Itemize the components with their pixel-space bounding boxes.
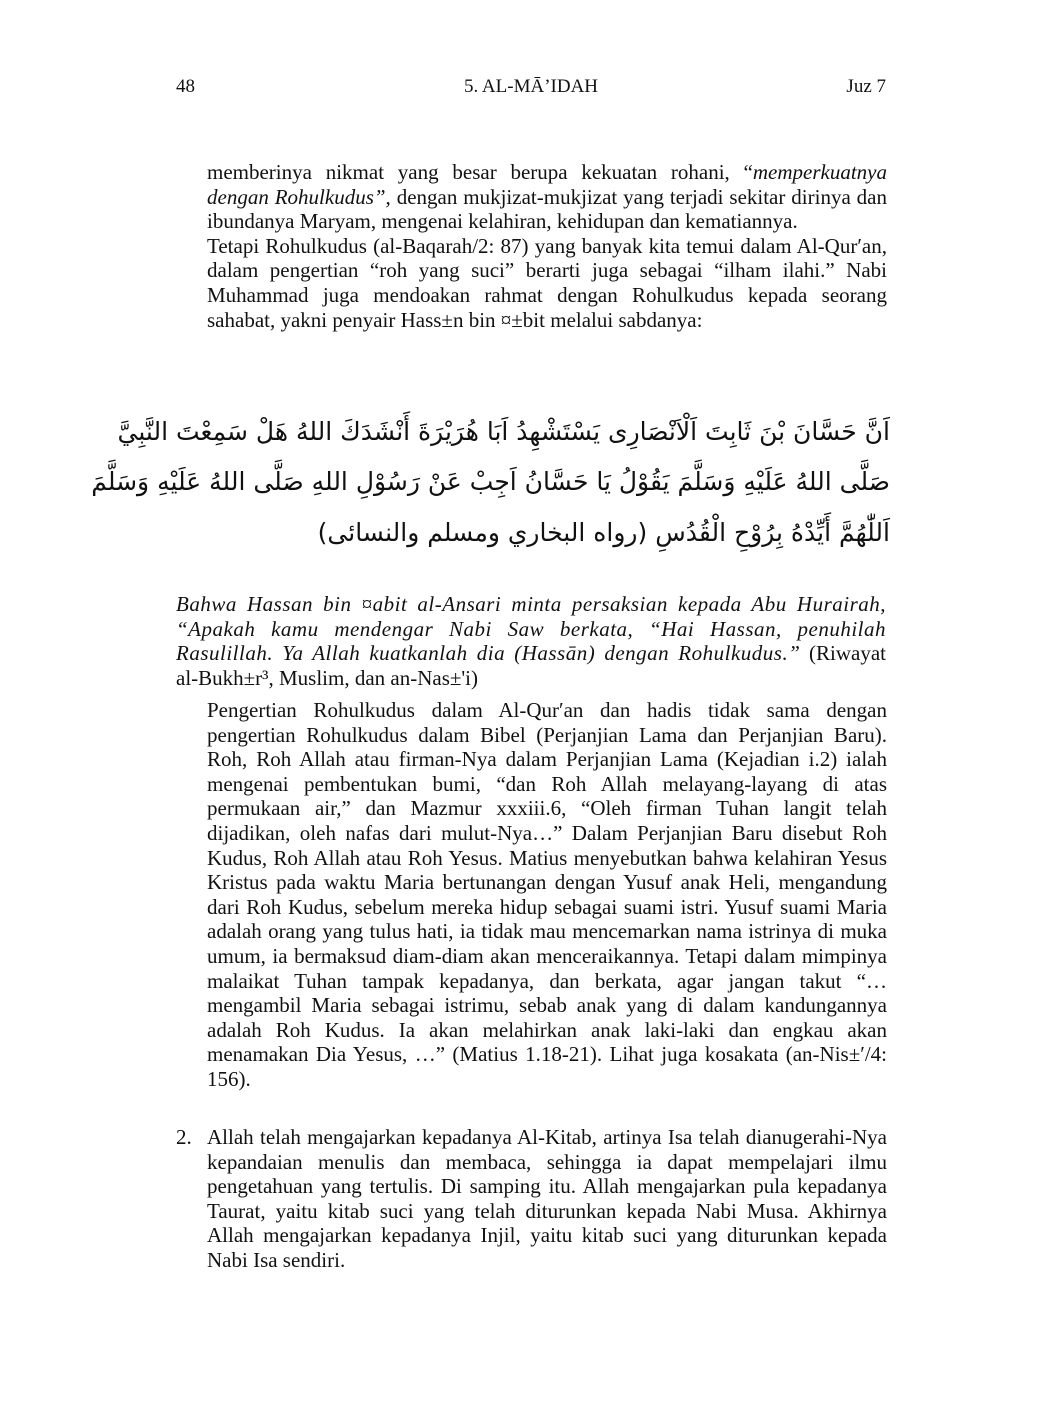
page-number: 48 — [176, 76, 195, 97]
paragraph-bibel: Pengertian Rohulkudus dalam Al-Qur′an dan hadis tidak sama dengan pengertian Rohulkudus dalam Bibel (Perjanjian Lama dan Perjanjian Baru). Roh, Roh Allah atau firman-Nya dalam Perjanjian Lama (Kejadian i.2) ialah mengenai pembentukan bumi, “dan Roh Allah melayang-layang di atas permukaan air,” dan Mazmur xxxiii.6, “Oleh firman Tuhan langit telah dijadikan, oleh nafas dari mulut-Nya…” Dalam Perjanjian Baru disebut Roh Kudus, Roh Allah atau Roh Yesus. Matius menyebutkan bahwa kelahiran Yesus Kristus pada waktu Maria bertunangan dengan Yusuf anak Heli, mengandung dari Roh Kudus, sebelum mereka hidup sebagai suami istri. Yusuf suami Maria adalah orang yang tulus hati, ia tidak mau mencemarkan nama istrinya di muka umum, ia bermaksud diam-diam akan menceraikannya. Tetapi dalam mimpinya malaikat Tuhan tampak kepadanya, dan berkata, agar jangan takut “… mengambil Maria sebagai istrimu, sebab anak yang di dalam kandungannya adalah Roh Kudus. Ia akan melahirkan anak laki-laki dan engkau akan menamakan Dia Yesus, …” (Matius 1.18-21). Lihat juga kosakata (an-Nis±′/4: 156). — [207, 698, 887, 1091]
hadith-arabic-text: اَللّٰهُمَّ أَيِّدْهُ بِرُوْحِ الْقُدُسِ — [655, 518, 890, 547]
hadith-translation — [176, 592, 886, 690]
juz-label: Juz 7 — [846, 76, 886, 97]
translation-reference: (Riwayat al-Bukh±r³, Muslim, dan an-Nas±'i) — [176, 641, 886, 690]
paragraph-rohulkudus: Tetapi Rohulkudus (al-Baqarah/2: 87) yang banyak kita temui dalam Al-Qur′an, dalam pengertian “roh yang suci” berarti juga sebagai “ilham ilahi.” Nabi Muhammad juga mendoakan rahmat dengan Rohulkudus kepada seorang sahabat, yakni penyair Hass±n bin ¤±bit melalui sabdanya: — [207, 233, 887, 332]
item-text: Allah telah mengajarkan kepadanya Al-Kitab, artinya Isa telah dianugerahi-Nya kepandaian menulis dan membaca, sehingga ia dapat mempelajari ilmu pengetahuan yang tertulis. Di samping itu. Allah mengajarkan pula kepadanya Taurat, yaitu kitab suci yang telah diturunkan kepada Nabi Musa. Akhirnya Allah mengajarkan kepadanya Injil, yaitu kitab suci yang diturunkan kepada Nabi Isa sendiri. — [207, 1125, 887, 1272]
translation-italic: Bahwa Hassan bin ¤abit al-Ansari minta persaksian kepada Abu Hurairah, “Apakah kamu mendengar Nabi Saw berkata, “Hai Hassan, penuhilah Rasulillah. Ya Allah kuatkanlah dia (Hassān) dengan Rohulkudus.” — [176, 592, 886, 666]
item-number: 2. — [176, 1125, 192, 1149]
translation-paragraph — [176, 592, 886, 690]
paragraph-text: memberinya nikmat yang besar berupa kekuatan rohani, “ — [207, 160, 753, 184]
quoted-italic-phrase: memperkuatnya dengan Rohulkudus”, — [207, 160, 887, 209]
commentary-block-2 — [207, 698, 887, 1092]
hadith-arabic-line-2: صَلَّى اللهُ عَلَيْهِ وَسَلَّمَ يَقُوْلُ يَا حَسَّانُ اَجِبْ عَنْ رَسُوْلِ اللهِ صَلَّى اللهُ عَلَيْهِ وَسَلَّمَ — [91, 467, 890, 496]
hadith-source: (رواه البخاري ومسلم والنسائى) — [317, 518, 648, 547]
paragraph-text: dengan mukjizat-mukjizat yang terjadi sekitar dirinya dan ibundanya Maryam, mengenai kelahiran, kehidupan dan kematiannya. — [207, 184, 887, 234]
hadith-arabic-line-1: اَنَّ حَسَّانَ بْنَ ثَابِتَ ‌اَلْاَنْصَارِى يَسْتَشْهِدُ اَبَا هُرَيْرَةَ أَنْشَدَكَ اللهُ هَلْ سَمِعْتَ النَّبِيَّ — [117, 417, 890, 446]
page-header — [176, 76, 886, 104]
commentary-block-1 — [207, 160, 887, 332]
hadith-arabic-line-3 — [195, 518, 890, 548]
paragraph-rohani — [207, 160, 887, 234]
surah-title: 5. AL-MĀ’IDAH — [463, 76, 599, 97]
